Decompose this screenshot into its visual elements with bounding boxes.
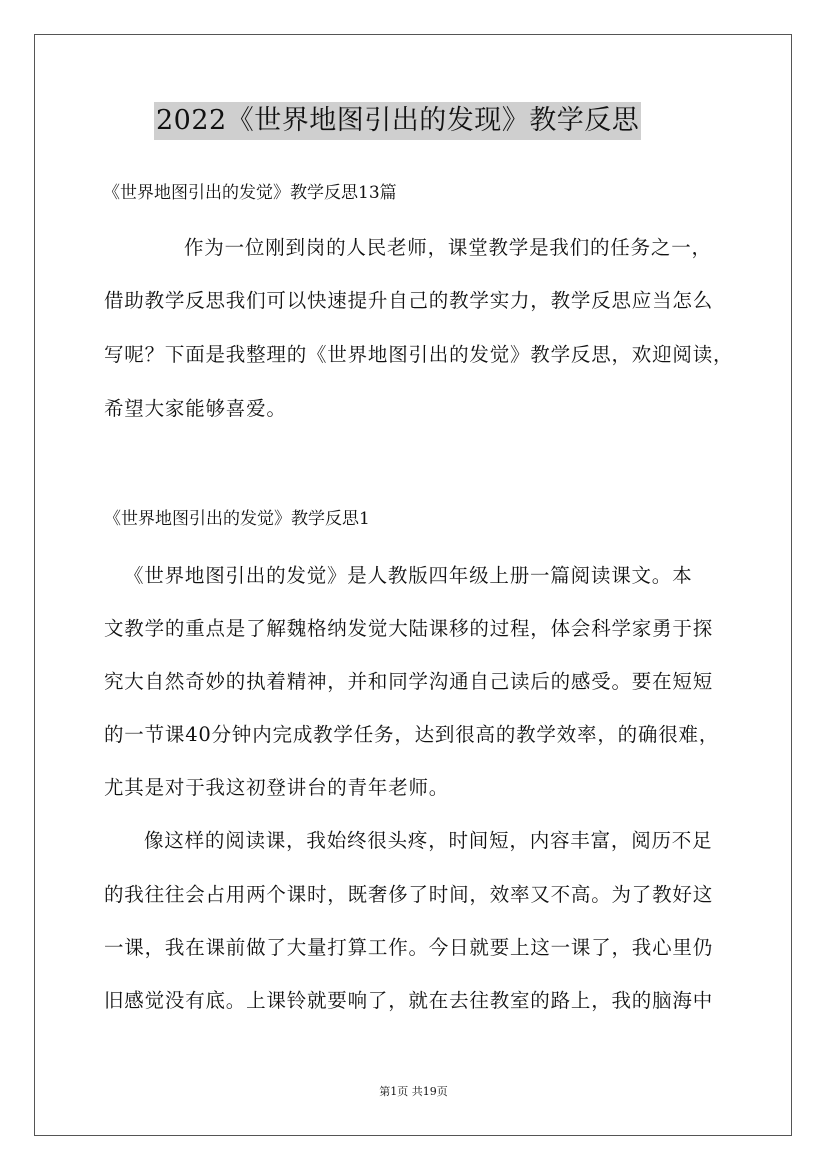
paragraph-line: 尤其是对于我这初登讲台的青年老师。 xyxy=(104,776,450,799)
paragraph-line: 文教学的重点是了解魏格纳发觉大陆课移的过程，体会科学家勇于探 xyxy=(104,617,714,640)
paragraph-line: 的我往往会占用两个课时，既奢侈了时间，效率又不高。为了教好这 xyxy=(104,883,714,906)
paragraph-line: 的一节课40分钟内完成教学任务，达到很高的教学效率，的确很难， xyxy=(104,723,720,746)
paragraph-line: 旧感觉没有底。上课铃就要响了，就在去往教室的路上，我的脑海中 xyxy=(104,989,714,1012)
section-heading: 《世界地图引出的发觉》教学反思1 xyxy=(104,509,370,529)
paragraph-line: 《世界地图引出的发觉》是人教版四年级上册一篇阅读课文。本 xyxy=(124,564,693,587)
paragraph-line: 像这样的阅读课，我始终很头疼，时间短，内容丰富，阅历不足 xyxy=(144,829,713,852)
intro-line: 写呢？下面是我整理的《世界地图引出的发觉》教学反思，欢迎阅读， xyxy=(104,343,734,366)
paragraph-line: 究大自然奇妙的执着精神，并和同学沟通自己读后的感受。要在短短 xyxy=(104,670,714,693)
intro-line: 希望大家能够喜爱。 xyxy=(104,397,287,420)
paragraph-line: 一课，我在课前做了大量打算工作。今日就要上这一课了，我心里仍 xyxy=(104,936,714,959)
document-subtitle: 《世界地图引出的发觉》教学反思13篇 xyxy=(103,183,397,203)
intro-line: 作为一位刚到岗的人民老师，课堂教学是我们的任务之一， xyxy=(184,236,712,259)
page-number: 第1页 共19页 xyxy=(379,1085,448,1098)
intro-line: 借助教学反思我们可以快速提升自己的教学实力，教学反思应当怎么 xyxy=(104,289,714,312)
document-title: 2022《世界地图引出的发现》教学反思 xyxy=(154,102,641,140)
